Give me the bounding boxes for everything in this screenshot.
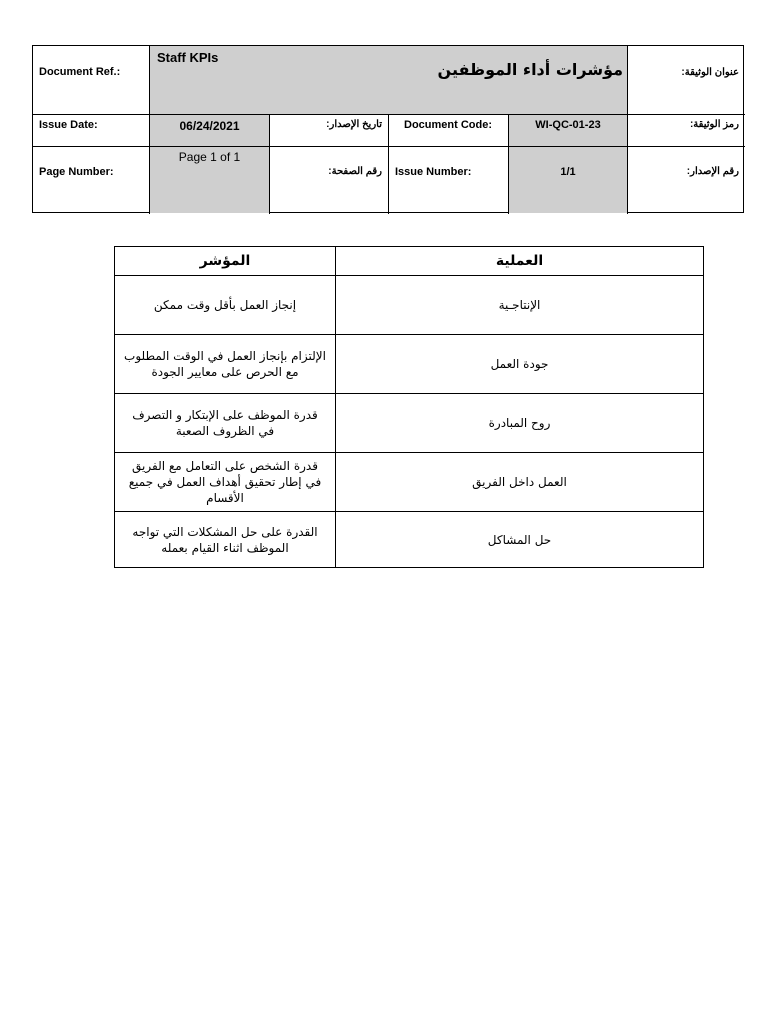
- document-code-label: Document Code:: [404, 119, 492, 131]
- page-number-label-ar: رقم الصفحة:: [328, 166, 382, 177]
- table-row: [115, 393, 703, 452]
- process-cell: العمل داخل الفريق: [472, 475, 567, 489]
- kpi-table-header-row: [115, 247, 703, 275]
- title-label-ar: عنوان الوثيقة:: [681, 67, 739, 78]
- indicator-cell: إنجاز العمل بأقل وقت ممكن: [115, 276, 336, 334]
- table-row: [115, 275, 703, 334]
- title-en: Staff KPIs: [157, 50, 219, 65]
- indicator-cell: قدرة الشخص على التعامل مع الفريق في إطار تحقيق أهداف العمل في جميع الأقسام: [115, 453, 336, 511]
- table-row: [115, 511, 703, 567]
- page-number-value: Page 1 of 1: [178, 150, 241, 164]
- issue-number-value-bg: [509, 147, 627, 213]
- issue-date-value: 06/24/2021: [179, 119, 240, 133]
- document-code-label-ar: رمز الوثيقة:: [689, 119, 739, 130]
- indicator-cell: الإلتزام بإنجاز العمل في الوقت المطلوب مع الحرص على معايير الجودة: [115, 335, 336, 393]
- issue-number-label-ar: رقم الإصدار:: [686, 166, 739, 177]
- indicator-cell: قدرة الموظف على الإبتكار و التصرف في الظروف الصعبة: [115, 394, 336, 452]
- document-ref-label: Document Ref.:: [39, 66, 121, 78]
- process-cell: حل المشاكل: [487, 532, 552, 547]
- document-header-table: [32, 45, 744, 213]
- process-cell: جودة العمل: [490, 357, 549, 371]
- issue-date-label-ar: تاريخ الإصدار:: [326, 119, 382, 130]
- column-header-process: العملية: [495, 253, 544, 269]
- table-row: [115, 452, 703, 511]
- page-number-label: Page Number:: [39, 166, 114, 178]
- issue-number-label: Issue Number:: [395, 166, 472, 178]
- indicator-cell: القدرة على حل المشكلات التي تواجه الموظف اثناء القيام بعمله: [115, 512, 336, 567]
- kpi-table: [114, 246, 704, 568]
- issue-date-label: Issue Date:: [39, 119, 98, 131]
- column-header-indicator: المؤشر: [115, 247, 336, 275]
- document-code-value: WI-QC-01-23: [535, 119, 601, 131]
- issue-number-value: 1/1: [560, 166, 576, 178]
- process-cell: روح المبادرة: [488, 416, 551, 430]
- title-block: [150, 46, 627, 115]
- title-ar: مؤشرات أداء الموظفين: [437, 60, 623, 79]
- process-cell: الإنتاجـية: [498, 298, 541, 312]
- table-row: [115, 334, 703, 393]
